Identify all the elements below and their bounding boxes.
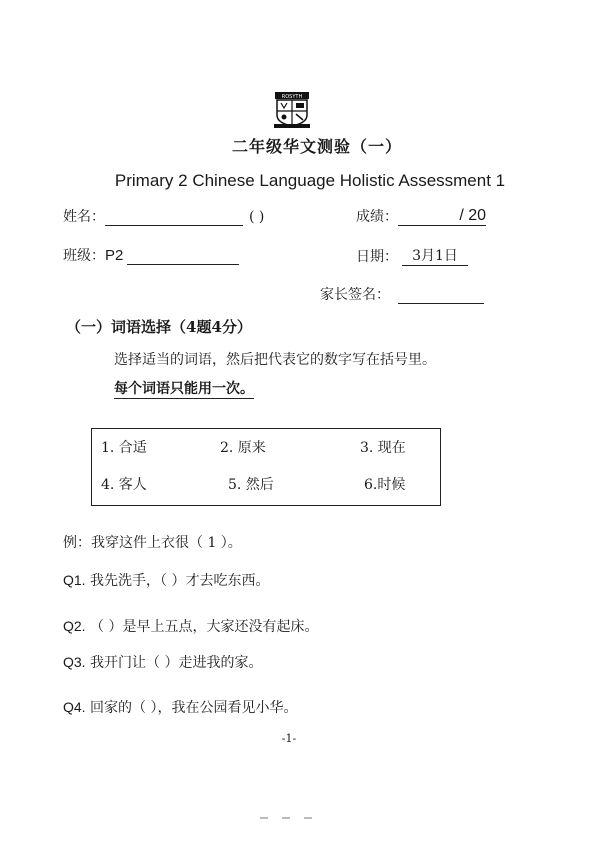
parent-signature-label: 家长签名：: [320, 287, 390, 303]
parent-signature-line: [398, 303, 484, 304]
question-1-text: 我先洗手，（ ）才去吃东西。: [90, 573, 270, 589]
question-1-number: Q1.: [63, 572, 86, 588]
word-option-6: 6.时候: [364, 477, 406, 493]
date-value: 3月1日: [402, 245, 468, 266]
word-option-2: 2. 原来: [220, 440, 266, 456]
question-4-text: 回家的（ ），我在公园看见小华。: [90, 700, 298, 716]
question-2-number: Q2.: [63, 618, 86, 634]
score-value: / 20: [398, 207, 486, 226]
date-field: [356, 245, 468, 266]
test-title-english: Primary 2 Chinese Language Holistic Assessment 1: [114, 171, 506, 190]
class-blank-line: [127, 264, 239, 265]
class-label: 班级：: [63, 248, 105, 264]
parent-signature-field[interactable]: [320, 284, 484, 304]
class-value: P2: [105, 247, 124, 264]
scan-marks: [258, 815, 318, 821]
word-choice-box: [91, 428, 441, 506]
school-crest-logo: [272, 91, 312, 129]
question-3-number: Q3.: [63, 654, 86, 670]
score-label: 成绩：: [356, 209, 398, 225]
word-option-3: 3. 现在: [360, 440, 406, 456]
question-3[interactable]: [63, 652, 262, 672]
name-label: 姓名：: [63, 209, 105, 225]
question-3-text: 我开门让（ ）走进我的家。: [90, 655, 263, 671]
word-option-1: 1. 合适: [101, 440, 147, 456]
section-instruction: 选择适当的词语，然后把代表它的数字写在括号里。: [114, 352, 436, 368]
section-title: （一）词语选择（4题4分）: [66, 318, 252, 336]
word-option-4: 4. 客人: [101, 477, 147, 493]
question-2-text: （ ）是早上五点，大家还没有起床。: [90, 619, 319, 635]
section-instruction-bold-wrap: [114, 378, 254, 398]
test-title-chinese: 二年级华文测验（一）: [231, 137, 402, 156]
section-instruction-bold: 每个词语只能用一次。: [114, 381, 254, 397]
question-1[interactable]: [63, 570, 269, 590]
question-4[interactable]: [63, 697, 297, 717]
class-number-parentheses: ( ): [249, 209, 265, 225]
page-number: -1-: [281, 732, 297, 745]
class-field[interactable]: [63, 245, 239, 265]
example-sentence: 例：我穿这件上衣很（ 1 ）。: [63, 535, 242, 551]
date-label: 日期：: [356, 249, 398, 265]
score-field: [356, 206, 486, 226]
question-4-number: Q4.: [63, 699, 86, 715]
word-option-5: 5. 然后: [228, 477, 274, 493]
name-field[interactable]: [63, 206, 264, 226]
question-2[interactable]: [63, 616, 318, 636]
name-blank-line: [105, 225, 243, 226]
svg-text:ROSYTH: ROSYTH: [281, 94, 303, 100]
